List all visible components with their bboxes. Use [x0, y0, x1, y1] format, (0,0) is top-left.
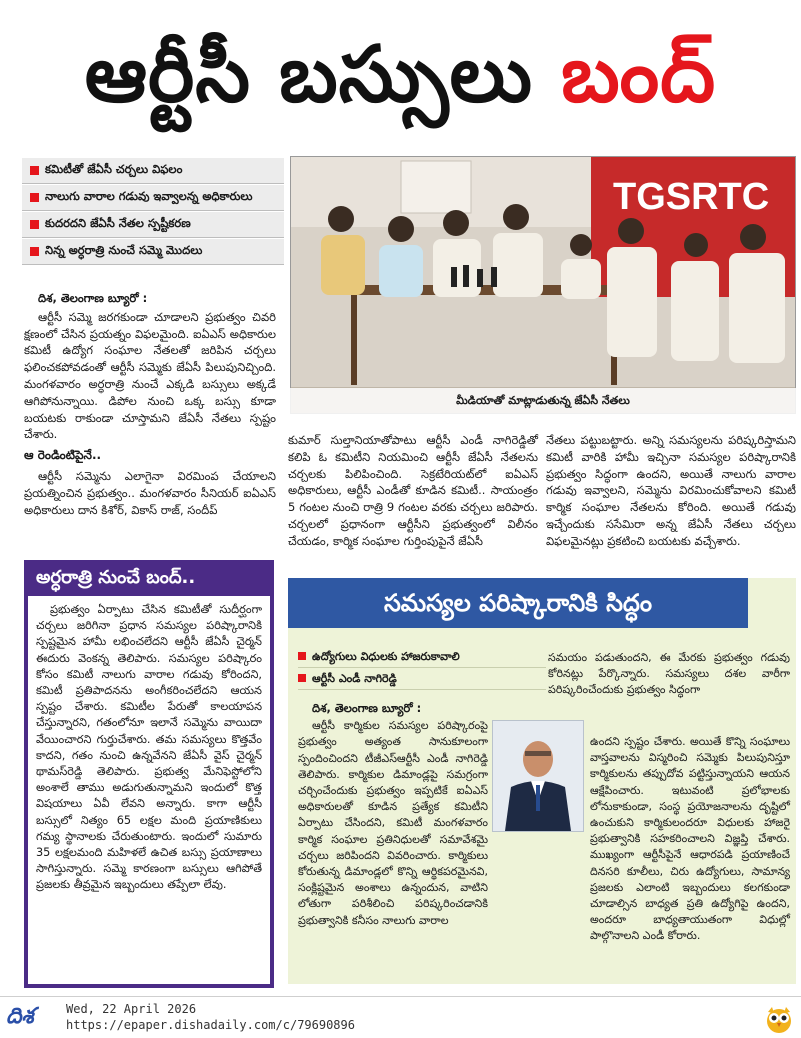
paragraph: ఆర్టీసీ సమ్మెను ఎలాగైనా విరమింప చేయాలని ప్రయత్నించిన ప్రభుత్వం.. మంగళవారం సీనియర్ ఐఏఎస్ అధికారులు దాన కిశోర్, వికాస్ రాజ్, సందీప్ [24, 468, 276, 517]
bullet-square-icon [30, 220, 39, 229]
md-portrait-photo [492, 720, 584, 832]
sidebar-paragraph: ప్రభుత్వం ఏర్పాటు చేసిన కమిటీతో సుదీర్ఘంగా చర్చలు జరిగినా ప్రధాన సమస్యల పరిష్కారానికి స్పష్టమైన హామీ లభించలేదని ఆర్టీసీ జేఏసీ చైర్మన్ ఈదురు వెంకన్న తెలిపారు. సమస్యల పరిష్కారం కోసం కమిటీ నాలుగు వారాల గడువు కోరిందని, కమిటీ ప్రతిపాదనను అంగీకరించలేదని ఆయన స్పష్టం చేశారు. కమిటీల పేరుతో కాలయాపన చేస్తున్నారని, గతంలోనూ ఇలానే సమ్మెను వాయిదా వేయించారని గుర్తుచేశారు. తమ సమస్యలు కొత్తవేం కాదని, గతం నుంచి ఉన్నవేనని జేఏసీ వైస్ చైర్మన్ థామస్‌రెడ్డి తెలిపారు. ప్రభుత్వ మేనిఫెస్టోలోని అంశాలే తాము అడుగుతున్నామని ఇందులో కొత్త విషయాలు ఏవీ లేవని అన్నారు. కాగా ఆర్టీసీ బస్సులో నిత్యం 65 లక్షల మంది ప్రయాణికులు గమ్య స్థానాలకు చేరుతుంటారు. ఇందులో సుమారు 35 లక్షలమంది మహిళలే ఉచిత బస్సు ప్రయాణాలు సాగిస్తున్నారు. సమ్మె కారణంగా బస్సులు ఆగిపోతే ప్రజలకు తీవ్రమైన ఇబ్బందులు తప్పేలా లేవు. [36, 603, 262, 892]
paragraph: నేతలు పట్టుబట్టారు. అన్ని సమస్యలను పరిష్కరిస్తామని కమిటీ వారికి హామీ ఇచ్చినా సమస్యల పరిష్కారానికి ప్రభుత్వం సిద్ధంగా ఉందని, అయితే నాలుగు వారాల గడువు ఇవ్వాలని, సమ్మెను విరమించుకోవాలని కమిటీ కార్మిక సంఘాల నేతలను కోరింది. అయితే గడువు ఇచ్చేందుకు ససేమిరా అన్న జేఏసీ నేతలు చర్చలు విఫలమైనట్లు ప్రకటించి బయటకు వచ్చేశారు. [546, 433, 796, 548]
main-headline [0, 0, 801, 150]
edition-date: Wed, 22 April 2026 [66, 1002, 197, 1016]
press-conference-photo [290, 156, 796, 414]
bullet-square-icon [298, 674, 306, 682]
paragraph: ఆర్టీసీ కార్మికుల సమస్యల పరిష్కారంపై ప్రభుత్వం అత్యంత సానుకూలంగా స్పందించిందని టీజీఎస్ఆర్టీసీ ఎండీ నాగిరెడ్డి తెలిపారు. కార్మికుల డిమాండ్లపై సమగ్రంగా చర్చించేందుకు ప్రభుత్వం ఇప్పటికే ఐఏఎస్ అధికారులతో కూడిన ప్రత్యేక కమిటీని ఏర్పాటు చేసిందని, కమిటీ మంగళవారం కార్మిక సంఘాల ప్రతినిధులతో సమావేశమై చర్చలు జరిపిందని వివరించారు. కార్మికులు కోరుతున్న డిమాండ్లలో కొన్ని ఆర్థికపరమైనవి, సంక్లిష్టమైన అంశాలు ఉన్నందున, వాటిని లోతుగా పరిశీలించి పరిష్కరించడానికి ప్రభుత్వానికి కనీసం నాలుగు వారాల [298, 719, 488, 927]
bullet-item [22, 185, 284, 211]
owl-icon [764, 1004, 794, 1034]
headline-part-1: ఆర్టీసీ బస్సులు [84, 30, 533, 120]
bullet-item [22, 212, 284, 238]
feature-right-column [590, 734, 790, 947]
feature-title: సమస్యల పరిష్కారానికి సిద్ధం [288, 578, 748, 628]
bullet-item [22, 239, 284, 265]
feature-bullet-item [298, 668, 546, 690]
bullet-text: నిన్న అర్ధరాత్రి నుంచే సమ్మె మొదలు [45, 243, 203, 257]
article-middle-column [288, 432, 538, 552]
subheading: ఆ రెండింటిపైనే.. [24, 448, 102, 463]
byline: దిశ, తెలంగాణ బ్యూరో : [312, 701, 422, 715]
feature-bullet-item [298, 646, 546, 668]
bullet-square-icon [30, 166, 39, 175]
feature-left-column [298, 700, 488, 931]
bullet-text: కుదరదని జేఏసీ నేతల స్పష్టీకరణ [45, 216, 191, 230]
photo-caption: మీడియాతో మాట్లాడుతున్న జేఏసీ నేతలు [290, 388, 796, 414]
byline: దిశ, తెలంగాణ బ్యూరో : [38, 291, 148, 305]
paragraph: కుమార్ సుల్తానియాతోపాటు ఆర్టీసీ ఎండీ నాగిరెడ్డితో కలిపి ఓ కమిటీని నియమించి ఆర్టీసీ జేఏసీ నేతలను చర్చలకు పిలిపించింది. సెక్రటేరియట్‌లో ఐఏఎస్ అధికారులు, ఆర్టీసీ ఎండీతో కూడిన కమిటీ.. సాయంత్రం 5 గంటల నుంచి రాత్రి 9 గంటల వరకు చర్చలు జరిపారు. చర్చలలో ప్రధానంగా ఆర్టీసీని ప్రభుత్వంలో విలీనం చేయడం, కార్మిక సంఘాల గుర్తింపుపైనే జేఏసీ [288, 433, 538, 548]
bullet-square-icon [30, 247, 39, 256]
feature-right-top-column [548, 650, 790, 701]
bullet-text: ఆర్టీసీ ఎండీ నాగిరెడ్డి [312, 672, 397, 685]
tgsrtc-banner-text: TGSRTC [613, 176, 770, 218]
paragraph: ఆర్టీసీ సమ్మె జరగకుండా చూడాలని ప్రభుత్వం చివరి క్షణంలో చేసిన ప్రయత్నం విఫలమైంది. ఐఏఎస్ అధికారుల కమిటీ ఉద్యోగ సంఘాల నేతలతో జరిపిన చర్చలు ఫలించకపోవడంతో ఆర్టీసీ సమ్మెకు జేఏసీ పిలుపునిచ్చింది. మంగళవారం అర్ధరాత్రి నుంచే ఎక్కడి బస్సులు అక్కడే ఆగిపోనున్నాయి. డిపోల నుంచి ఒక్క బస్సు కూడా బయటకు రాకుండా చూస్తామని జేఏసీ నేతలు స్పష్టం చేశారు. [24, 309, 276, 442]
bullet-square-icon [30, 193, 39, 202]
top-bullet-list [22, 158, 284, 266]
footer-divider [0, 996, 801, 997]
bullet-text: కమిటీతో జేఏసీ చర్చలు విఫలం [45, 162, 183, 176]
bullet-text: ఉద్యోగులు విధులకు హాజరుకావాలి [312, 650, 460, 663]
bullet-text: నాలుగు వారాల గడువు ఇవ్వాలన్న అధికారులు [45, 189, 253, 203]
footer [0, 1000, 801, 1038]
bullet-item [22, 158, 284, 184]
article-right-column [546, 432, 796, 552]
edition-url[interactable]: https://epaper.dishadaily.com/c/79690896 [66, 1018, 355, 1032]
paragraph: సమయం పడుతుందని, ఈ మేరకు ప్రభుత్వం గడువు కోరినట్లు పేర్కొన్నారు. సమస్యలు దశల వారీగా పరిష్కరించేందుకు ప్రభుత్వం సిద్ధంగా [548, 651, 790, 697]
headline-part-2: బంద్ [561, 30, 717, 120]
sidebar-title: అర్ధరాత్రి నుంచే బంద్.. [24, 560, 274, 596]
disha-logo: దిశ [6, 1004, 34, 1029]
sidebar-box [24, 596, 274, 988]
article-left-column [24, 290, 276, 520]
bullet-square-icon [298, 652, 306, 660]
paragraph: ఉందని స్పష్టం చేశారు. అయితే కొన్ని సంఘాలు వాస్తవాలను విస్మరించి సమ్మెకు పిలుపునిస్తూ కార్మికులను తప్పుదోవ పట్టిస్తున్నాయని ఆయన ఆక్షేపించారు. ఇటువంటి ప్రలోభాలకు లోనుకాకుండా, సంస్థ ప్రయోజనాలను దృష్టిలో ఉంచుకుని కార్మికులందరూ విధులకు హాజరై ప్రభుత్వానికి సహకరించాలని విజ్ఞప్తి చేశారు. ముఖ్యంగా ఆర్టీసీపైనే ఆధారపడి ప్రయాణించే దినసరి కూలీలు, చిరు ఉద్యోగులు, సామాన్య ప్రజలకు ఎలాంటి ఇబ్బందులు కలగకుండా చూడాల్సిన బాధ్యత ప్రతి ఉద్యోగిపై ఉందని, అందరూ బాధ్యతాయుతంగా విధుల్లో పాల్గొనాలని ఎండీ కోరారు. [590, 735, 790, 943]
feature-bullet-list [298, 646, 546, 690]
